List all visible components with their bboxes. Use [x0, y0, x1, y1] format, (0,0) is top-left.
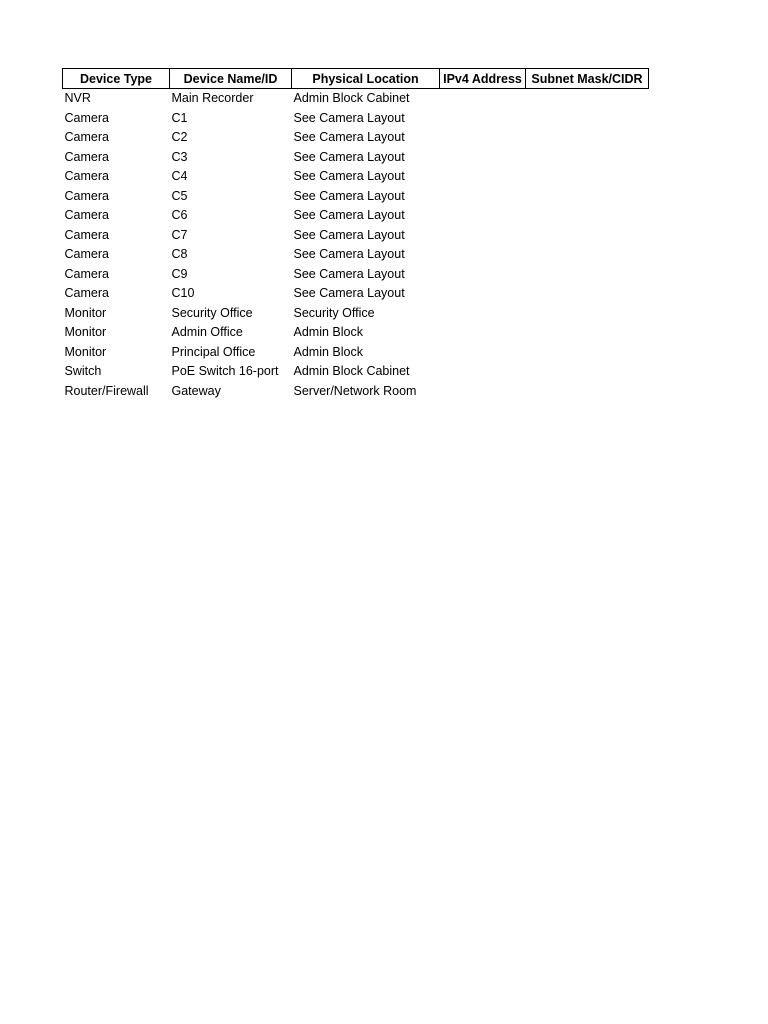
subnet-mask-cell [526, 304, 649, 324]
device-name-cell: C1 [171, 110, 188, 125]
table-row [63, 245, 649, 265]
physical-location-cell: See Camera Layout [293, 266, 405, 281]
physical-location-cell: See Camera Layout [293, 286, 405, 300]
ipv4-address-cell [440, 226, 526, 246]
table-row [63, 284, 649, 304]
device-type-cell: Camera [64, 247, 109, 261]
table-row [63, 167, 649, 187]
device-inventory-table [62, 68, 649, 401]
device-type-cell: Monitor [64, 305, 107, 320]
device-name-cell: C8 [171, 247, 188, 261]
physical-location-cell: See Camera Layout [293, 247, 405, 261]
table-row [63, 343, 649, 363]
device-type-cell: Camera [64, 208, 109, 222]
device-name-cell: C6 [171, 208, 188, 222]
subnet-mask-cell [526, 206, 649, 226]
subnet-mask-cell [526, 343, 649, 363]
ipv4-address-cell [440, 304, 526, 324]
device-name-cell: Principal Office [171, 344, 256, 359]
ipv4-address-cell [440, 206, 526, 226]
device-type-cell: Camera [64, 169, 109, 183]
physical-location-cell: See Camera Layout [293, 188, 405, 203]
physical-location-cell: Admin Block [293, 344, 363, 359]
device-type-cell: Router/Firewall [64, 383, 149, 398]
device-name-cell: C9 [171, 266, 188, 281]
table-row [63, 362, 649, 382]
physical-location-cell: See Camera Layout [293, 110, 405, 125]
subnet-mask-cell [526, 284, 649, 304]
table-row [63, 187, 649, 207]
device-type-cell: Camera [64, 227, 109, 242]
device-name-cell: Main Recorder [171, 91, 254, 105]
ipv4-address-cell [440, 167, 526, 187]
device-type-cell: Monitor [64, 344, 107, 359]
subnet-mask-cell [526, 89, 649, 109]
ipv4-address-cell [440, 265, 526, 285]
ipv4-address-cell [440, 148, 526, 168]
physical-location-cell: Server/Network Room [293, 383, 417, 398]
physical-location-cell: See Camera Layout [293, 169, 405, 183]
ipv4-address-cell [440, 362, 526, 382]
column-header-physical-location: Physical Location [292, 69, 440, 89]
column-header-device-name-id: Device Name/ID [170, 69, 292, 89]
table-header-row [63, 69, 649, 89]
physical-location-cell: Admin Block [293, 325, 363, 339]
device-name-cell: Gateway [171, 383, 221, 398]
ipv4-address-cell [440, 323, 526, 343]
ipv4-address-cell [440, 109, 526, 129]
subnet-mask-cell [526, 226, 649, 246]
subnet-mask-cell [526, 128, 649, 148]
device-inventory-sheet [62, 68, 649, 401]
subnet-mask-cell [526, 265, 649, 285]
ipv4-address-cell [440, 343, 526, 363]
physical-location-cell: See Camera Layout [293, 149, 405, 164]
device-type-cell: Camera [64, 149, 109, 164]
device-type-cell: Switch [64, 364, 102, 378]
subnet-mask-cell [526, 323, 649, 343]
device-type-cell: Camera [64, 286, 109, 300]
table-row [63, 128, 649, 148]
device-name-cell: C10 [171, 286, 195, 300]
subnet-mask-cell [526, 109, 649, 129]
physical-location-cell: Security Office [293, 305, 375, 320]
device-name-cell: C5 [171, 188, 188, 203]
physical-location-cell: See Camera Layout [293, 130, 405, 144]
physical-location-cell: See Camera Layout [293, 227, 405, 242]
column-header-ipv4-address: IPv4 Address [440, 69, 526, 89]
ipv4-address-cell [440, 382, 526, 402]
table-row [63, 323, 649, 343]
device-type-cell: NVR [64, 91, 91, 105]
ipv4-address-cell [440, 187, 526, 207]
ipv4-address-cell [440, 89, 526, 109]
subnet-mask-cell [526, 245, 649, 265]
physical-location-cell: Admin Block Cabinet [293, 91, 410, 105]
subnet-mask-cell [526, 148, 649, 168]
device-name-cell: C4 [171, 169, 188, 183]
table-row [63, 109, 649, 129]
ipv4-address-cell [440, 245, 526, 265]
subnet-mask-cell [526, 187, 649, 207]
subnet-mask-cell [526, 362, 649, 382]
table-row [63, 265, 649, 285]
physical-location-cell: Admin Block Cabinet [293, 364, 410, 378]
table-row [63, 206, 649, 226]
table-row [63, 89, 649, 109]
device-name-cell: PoE Switch 16-port [171, 364, 279, 378]
table-row [63, 382, 649, 402]
column-header-subnet-mask-cidr: Subnet Mask/CIDR [526, 69, 649, 89]
subnet-mask-cell [526, 167, 649, 187]
device-type-cell: Camera [64, 188, 109, 203]
device-name-cell: Admin Office [171, 325, 243, 339]
device-type-cell: Camera [64, 110, 109, 125]
subnet-mask-cell [526, 382, 649, 402]
device-name-cell: Security Office [171, 305, 253, 320]
table-row [63, 304, 649, 324]
device-name-cell: C2 [171, 130, 188, 144]
table-body [63, 89, 649, 402]
device-type-cell: Camera [64, 130, 109, 144]
ipv4-address-cell [440, 284, 526, 304]
ipv4-address-cell [440, 128, 526, 148]
device-type-cell: Camera [64, 266, 109, 281]
physical-location-cell: See Camera Layout [293, 208, 405, 222]
device-name-cell: C7 [171, 227, 188, 242]
column-header-device-type: Device Type [63, 69, 170, 89]
device-name-cell: C3 [171, 149, 188, 164]
device-type-cell: Monitor [64, 325, 107, 339]
table-row [63, 226, 649, 246]
table-row [63, 148, 649, 168]
